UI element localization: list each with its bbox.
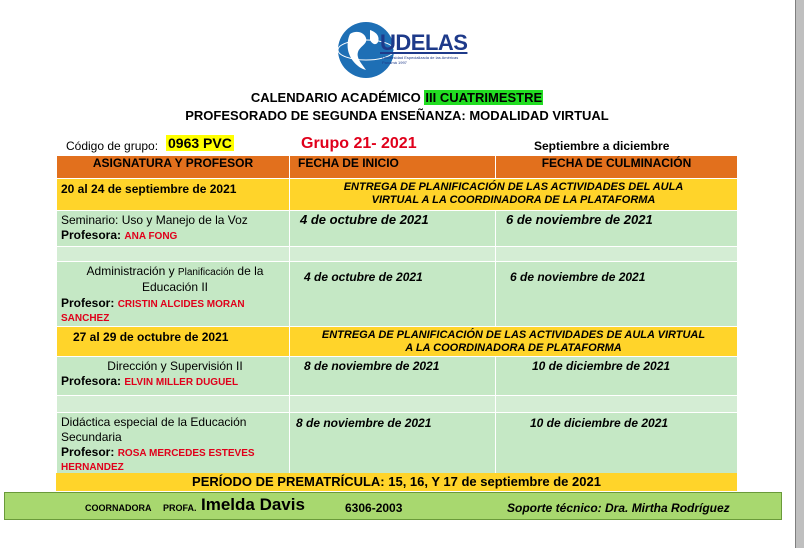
course-4-name: Didáctica especial de la Educación <box>61 415 247 429</box>
logo-subtitle: Universidad Especializada de las Américas Panamá 1997 <box>382 55 459 65</box>
spacer-row-1 <box>57 247 738 262</box>
coordinator-name: Imelda Davis <box>201 495 305 514</box>
table-header-row <box>57 156 738 179</box>
calendar-title-text: CALENDARIO ACADÉMICO <box>250 90 425 105</box>
course-4-start: 8 de noviembre de 2021 <box>290 413 496 478</box>
course-row-1 <box>57 211 738 247</box>
group-code-value: 0963 PVC <box>168 135 232 151</box>
program-title: PROFESORADO DE SEGUNDA ENSEÑANZA: MODALIDAD VIRTUAL <box>185 108 609 123</box>
delivery-1-line2: VIRTUAL A LA COORDINADORA DE LA PLATAFORMA <box>371 194 656 206</box>
course-1-cell <box>57 211 290 247</box>
course-1-start: 4 de octubre de 2021 <box>290 211 496 247</box>
delivery-1-line1: ENTREGA DE PLANIFICACIÓN DE LAS ACTIVIDADES DEL AULA <box>343 181 684 193</box>
course-4-prof-label: Profesor: <box>61 445 115 459</box>
tech-support: Soporte técnico: Dra. Mirtha Rodríguez <box>507 501 730 515</box>
course-2-prof-label: Profesor: <box>61 296 115 310</box>
spacer-cell <box>57 247 290 262</box>
spacer-cell <box>496 396 738 413</box>
delivery-2-line2: A LA COORDINADORA DE PLATAFORMA <box>405 342 622 354</box>
course-1-name: Seminario: Uso y Manejo de la Voz <box>61 213 248 227</box>
coordinator-role: COORNADORA <box>85 503 152 513</box>
spacer-cell <box>496 247 738 262</box>
spacer-cell <box>290 247 496 262</box>
spacer-cell <box>290 396 496 413</box>
delivery-row-2 <box>57 327 738 357</box>
calendar-table <box>56 155 738 478</box>
header-end-date: FECHA DE CULMINACIÓN <box>496 156 738 179</box>
header-start-date: FECHA DE INICIO <box>290 156 496 179</box>
course-3-cell <box>57 357 290 396</box>
period-range: Septiembre a diciembre <box>534 139 670 153</box>
course-2-name-line2: Educación II <box>141 280 209 294</box>
delivery-2-line1: ENTREGA DE PLANIFICACIÓN DE LAS ACTIVIDADES DE AULA VIRTUAL <box>321 329 706 341</box>
course-4-end: 10 de diciembre de 2021 <box>496 413 738 478</box>
prematricula-banner: PERÍODO DE PREMATRÍCULA: 15, 16, Y 17 de septiembre de 2021 <box>56 473 737 491</box>
course-row-2 <box>57 262 738 327</box>
course-3-name: Dirección y Supervisión II <box>107 359 243 373</box>
course-3-prof-name: ELVIN MILLER DUGUEL <box>124 377 239 388</box>
course-row-3 <box>57 357 738 396</box>
delivery-row-1 <box>57 179 738 211</box>
course-4-cell <box>57 413 290 478</box>
group-number: Grupo 21- 2021 <box>301 135 417 152</box>
header-subject: ASIGNATURA Y PROFESOR <box>57 156 290 179</box>
course-2-prof-name: CRISTIN ALCIDES MORAN SANCHEZ <box>61 299 245 324</box>
course-2-start: 4 de octubre de 2021 <box>290 262 496 327</box>
course-1-prof-name: ANA FONG <box>124 231 178 242</box>
footer-bar <box>4 492 782 520</box>
course-3-end: 10 de diciembre de 2021 <box>496 357 738 396</box>
course-2-name-post: de la <box>234 264 264 278</box>
course-3-start: 8 de noviembre de 2021 <box>290 357 496 396</box>
coordinator-title: PROFA. <box>163 503 197 513</box>
course-row-4 <box>57 413 738 478</box>
course-1-prof-label: Profesora: <box>61 228 122 242</box>
delivery-2-dates: 27 al 29 de octubre de 2021 <box>57 327 290 357</box>
course-1-end: 6 de noviembre de 2021 <box>496 211 738 247</box>
cuatrimestre-highlight: III CUATRIMESTRE <box>425 90 543 105</box>
course-2-name: Administración y <box>86 264 178 278</box>
spacer-row-2 <box>57 396 738 413</box>
delivery-2-description <box>290 327 738 357</box>
coordinator-phone: 6306-2003 <box>345 501 403 515</box>
course-4-prof-name: ROSA MERCEDES ESTEVES HERNANDEZ <box>61 448 255 473</box>
course-4-name-line2: Secundaria <box>61 430 122 444</box>
window-scrollbar[interactable] <box>796 0 804 548</box>
calendar-title <box>0 90 794 105</box>
course-2-cell <box>57 262 290 327</box>
course-2-name-small: Planificación <box>177 267 235 278</box>
delivery-1-dates: 20 al 24 de septiembre de 2021 <box>57 179 290 211</box>
course-3-prof-label: Profesora: <box>61 374 122 388</box>
course-2-end: 6 de noviembre de 2021 <box>496 262 738 327</box>
spacer-cell <box>57 396 290 413</box>
group-code-label: Código de grupo: <box>66 139 159 153</box>
delivery-1-description <box>290 179 738 211</box>
logo-wordmark: UDELAS <box>380 30 468 55</box>
